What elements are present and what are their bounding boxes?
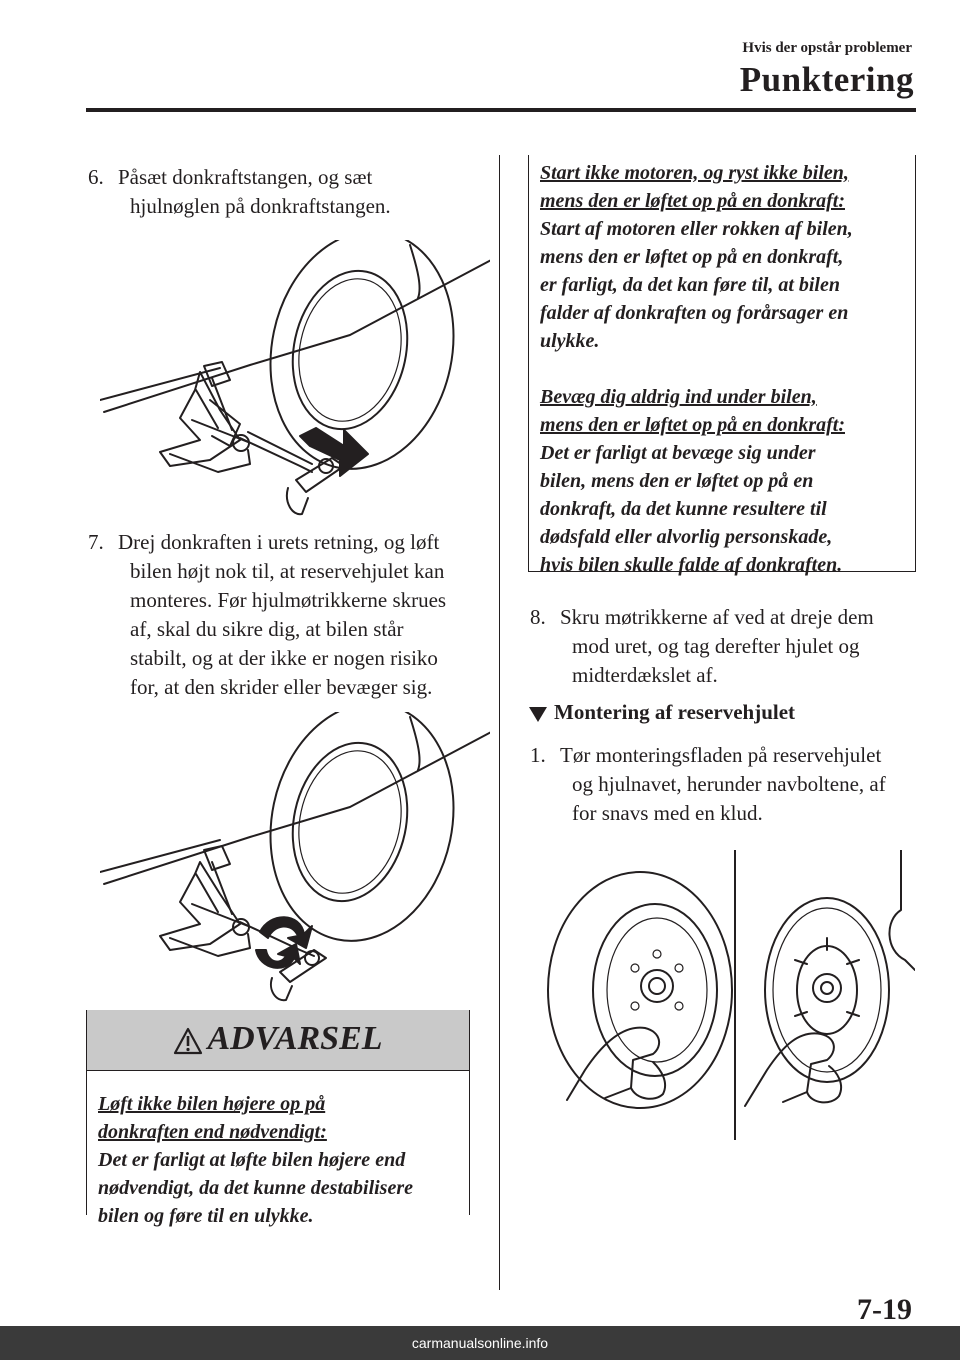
step-number: 6.: [88, 165, 104, 189]
section-subheading: [528, 700, 795, 725]
warning-body-line: bilen og føre til en ulykke.: [98, 1205, 314, 1227]
jack-rod-illustration: [100, 240, 490, 530]
step-line: Påsæt donkraftstangen, og sæt: [118, 165, 373, 189]
warning-title: ADVARSEL: [207, 1020, 383, 1057]
warning-body-line: mens den er løftet op på en donkraft,: [540, 246, 844, 268]
warning-continuation-box: [528, 155, 916, 576]
step-line: Skru møtrikkerne af ved at dreje dem: [560, 605, 874, 629]
warning-body-line: Start af motoren eller rokken af bilen,: [540, 218, 853, 240]
subheading-text: Montering af reservehjulet: [554, 700, 796, 724]
warning-triangle-icon: [173, 1027, 203, 1055]
footer-watermark[interactable]: carmanualsonline.info: [0, 1326, 960, 1360]
warning-heading-line: Løft ikke bilen højere op på: [98, 1093, 326, 1115]
step-line: mod uret, og tag derefter hjulet og: [572, 634, 860, 658]
step-line: og hjulnavet, herunder navboltene, af: [572, 772, 886, 796]
cleaning-surfaces-illustration: [545, 850, 915, 1140]
step-8: [530, 603, 920, 693]
warning-body-line: falder af donkraften og forårsager en: [540, 302, 849, 324]
warning-heading-line: donkraften end nødvendigt:: [98, 1121, 327, 1143]
step-1: [530, 741, 920, 831]
warning-heading-line: Start ikke motoren, og ryst ikke bilen,: [540, 162, 849, 184]
warning-heading-line: mens den er løftet op på en donkraft:: [540, 414, 845, 436]
warning-body-line: nødvendigt, da det kunne destabilisere: [98, 1177, 413, 1199]
page-number: 7-19: [857, 1293, 912, 1326]
warning-body-line: Det er farligt at løfte bilen højere end: [98, 1149, 406, 1171]
warning-heading-line: mens den er løftet op på en donkraft:: [540, 190, 845, 212]
warning-heading-line: Bevæg dig aldrig ind under bilen,: [540, 386, 817, 408]
step-line: monteres. Før hjulmøtrikkerne skrues: [130, 588, 447, 612]
column-divider: [499, 155, 500, 1290]
step-line: for, at den skrider eller bevæger sig.: [130, 675, 433, 699]
warning-body-line: hvis bilen skulle falde af donkraften.: [540, 554, 843, 576]
step-line: midterdækslet af.: [572, 663, 718, 687]
step-number: 1.: [530, 743, 546, 767]
step-line: stabilt, og at der ikke er nogen risiko: [130, 646, 438, 670]
step-line: for snavs med en klud.: [572, 801, 763, 825]
warning-body-line: donkraft, da det kunne resultere til: [540, 498, 827, 520]
step-line: Drej donkraften i urets retning, og løft: [118, 530, 440, 554]
warning-body-line: Det er farligt at bevæge sig under: [540, 442, 816, 464]
step-number: 8.: [530, 605, 546, 629]
jack-turning-illustration: [100, 712, 490, 1002]
warning-box: [86, 1010, 470, 1227]
step-line: hjulnøglen på donkraftstangen.: [130, 194, 391, 218]
warning-body-line: er farligt, da det kan føre til, at bilen: [540, 274, 840, 296]
triangle-bullet-icon: [528, 705, 548, 723]
step-7: [88, 528, 488, 708]
section-name: Hvis der opstår problemer: [742, 40, 912, 56]
warning-body-line: dødsfald eller alvorlig personskade,: [540, 526, 833, 548]
step-number: 7.: [88, 530, 104, 554]
warning-body-line: bilen, mens den er løftet op på en: [540, 470, 814, 492]
step-line: bilen højt nok til, at reservehjulet kan: [130, 559, 445, 583]
page-title: Punktering: [739, 60, 914, 99]
step-line: af, skal du sikre dig, at bilen står: [130, 617, 404, 641]
step-6: [88, 163, 488, 223]
warning-header: [87, 1010, 469, 1071]
warning-body-line: ulykke.: [540, 330, 600, 352]
step-line: Tør monteringsfladen på reservehjulet: [560, 743, 882, 767]
header-rule: [86, 108, 916, 112]
